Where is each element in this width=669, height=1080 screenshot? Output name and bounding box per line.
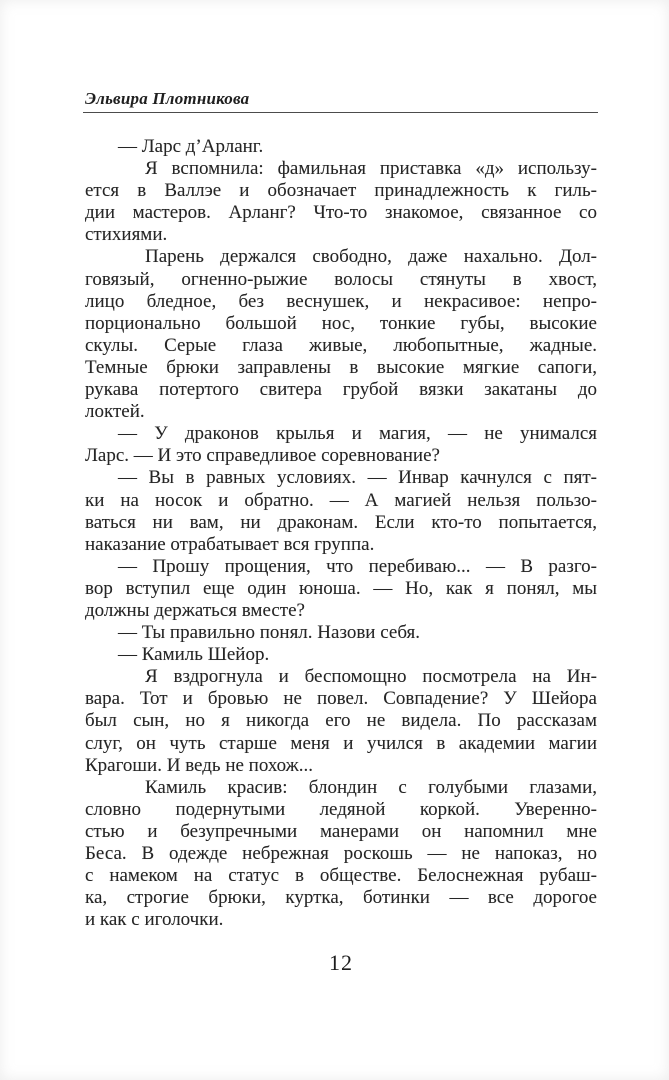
- text-line: Беса. В одежде небрежная роскошь — не напоказ, но: [85, 843, 597, 864]
- text-line: с намеком на статус в обществе. Белоснежная рубаш-: [85, 865, 597, 887]
- text-line: вор вступил еще один юноша. — Но, как я понял, мы: [85, 577, 597, 599]
- text-line: вара. Тот и бровью не повел. Совпадение? У Шейора: [85, 688, 597, 710]
- text-block: [85, 136, 597, 931]
- paragraph: [85, 423, 597, 467]
- text-line: порционально большой нос, тонкие губы, высокие: [85, 312, 597, 334]
- text-line: Темные брюки заправлены в высокие мягкие сапоги,: [85, 356, 597, 378]
- paragraph: [85, 158, 597, 246]
- text-line: Парень держался свободно, даже нахально. Дол-: [145, 246, 597, 268]
- text-line: скулы. Серые глаза живые, любопытные, жадные.: [85, 334, 597, 356]
- text-line: словно подернутыми ледяной коркой. Уверенно-: [85, 798, 597, 820]
- paragraph: [85, 246, 597, 423]
- paragraph: [85, 666, 597, 776]
- paragraph: [85, 136, 597, 158]
- text-line: стью и безупречными манерами он напомнил мне: [85, 820, 597, 842]
- running-head-author: Эльвира Плотникова: [85, 89, 250, 108]
- text-line: был сын, но я никогда его не видела. По рассказам: [85, 710, 597, 732]
- text-line: — Ларс д’Арланг.: [118, 136, 264, 157]
- text-line: — Вы в равных условиях. — Инвар качнулся с пят-: [118, 467, 597, 489]
- text-line: локтей.: [85, 401, 145, 423]
- paragraph: [85, 556, 597, 622]
- paragraph: [85, 622, 597, 644]
- text-line: ка, строгие брюки, куртка, ботинки — все дорогое: [85, 887, 597, 909]
- page-number: 12: [329, 950, 353, 975]
- paragraph: [85, 777, 597, 932]
- header-rule: [83, 112, 598, 113]
- paragraph: [85, 644, 597, 666]
- text-line: ки на носок и обратно. — А магией нельзя пользо-: [85, 489, 597, 511]
- text-line: должны держаться вместе?: [85, 599, 305, 621]
- text-line: стихиями.: [85, 224, 168, 246]
- text-line: рукава потертого свитера грубой вязки закатаны до: [85, 379, 597, 401]
- text-line: — У драконов крылья и магия, — не унимался: [118, 423, 597, 445]
- text-line: Ларс. — И это справедливое соревнование?: [85, 445, 440, 467]
- paragraph: [85, 467, 597, 555]
- text-line: Крагоши. И ведь не похож...: [85, 754, 314, 776]
- text-line: — Ты правильно понял. Назови себя.: [118, 622, 421, 644]
- text-line: Камиль красив: блондин с голубыми глазами,: [145, 776, 597, 798]
- text-line: и как с иголочки.: [85, 909, 224, 931]
- text-line: слуг, он чуть старше меня и учился в академии магии: [85, 732, 597, 754]
- text-line: Я вздрогнула и беспомощно посмотрела на Ин-: [145, 666, 597, 688]
- text-line: лицо бледное, без веснушек, и некрасивое: непро-: [85, 290, 597, 312]
- text-line: ваться ни вам, ни драконам. Если кто-то попытается,: [85, 511, 597, 533]
- text-line: — Прошу прощения, что перебиваю... — В разго-: [118, 555, 597, 577]
- text-line: дии мастеров. Арланг? Что-то знакомое, связанное со: [85, 202, 597, 224]
- text-line: говязый, огненно-рыжие волосы стянуты в хвост,: [85, 268, 597, 290]
- text-line: ется в Валлэе и обозначает принадлежность к гиль-: [85, 180, 597, 202]
- text-line: — Камиль Шейор.: [118, 644, 270, 666]
- text-line: Я вспомнила: фамильная приставка «д» использу-: [145, 158, 597, 180]
- text-line: наказание отрабатывает вся группа.: [85, 533, 375, 555]
